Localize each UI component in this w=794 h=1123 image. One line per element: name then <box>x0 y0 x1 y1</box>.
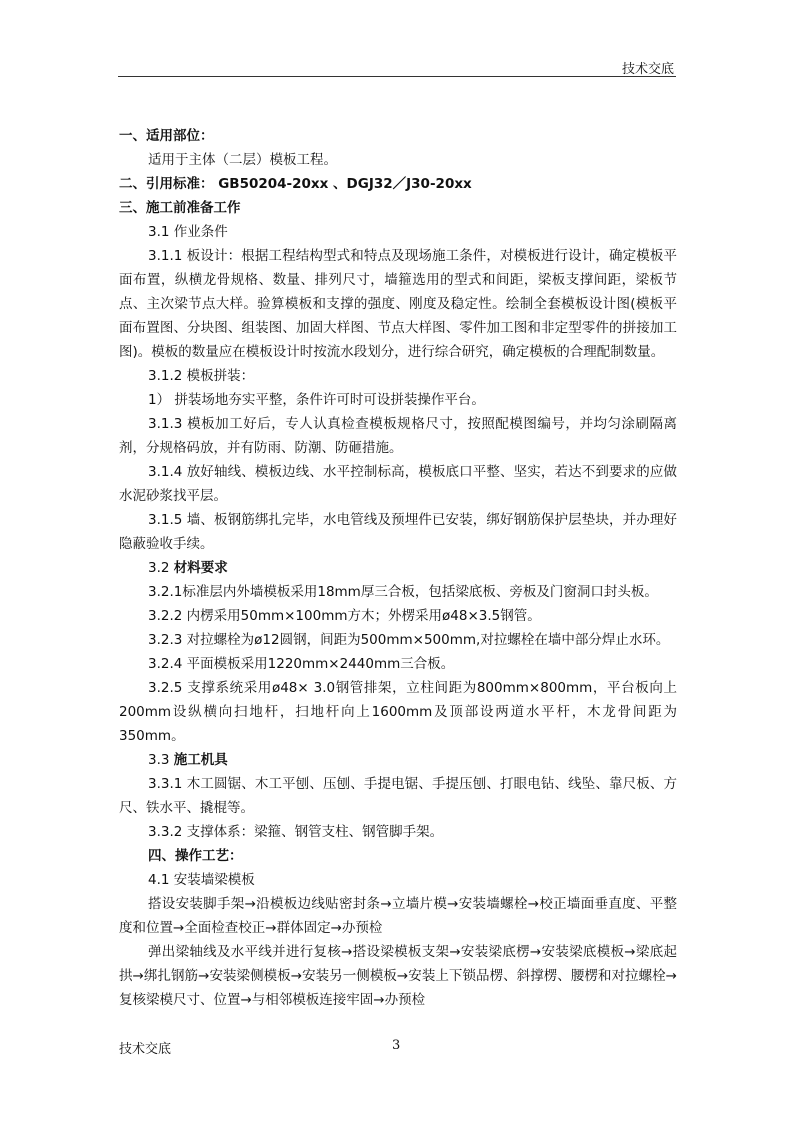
paragraph: 3.1.1 板设计：根据工程结构型式和特点及现场施工条件，对模板进行设计，确定模板平面布置，纵横龙骨规格、数量、排列尺寸，墙箍选用的型式和间距，梁板支撑间距，梁板节点、主次梁节点大样。验算模板和支撑的强度、刚度及稳定性。绘制全套模板设计图(模板平面布置图、分块图、组装图、加固大样图、节点大样图、零件加工图和非定型零件的拼接加工图)。模板的数量应在模板设计时按流水段划分，进行综合研究，确定模板的合理配制数量。 <box>119 248 677 360</box>
subsection-number: 3.2 <box>148 560 174 576</box>
header-divider <box>118 76 676 77</box>
subsection-heading <box>119 748 677 772</box>
header-title: 技术交底 <box>621 62 674 77</box>
paragraph: 3.1.3 模板加工好后，专人认真检查模板规格尺寸，按照配模图编号，并均匀涂刷隔离剂，分规格码放，并有防雨、防潮、防砸措施。 <box>119 416 677 456</box>
paragraph: 3.2.1标准层内外墙模板采用18mm厚三合板，包括梁底板、旁板及门窗洞口封头板。 <box>148 584 658 600</box>
subsection-heading: 4.1 安装墙梁模板 <box>148 872 255 888</box>
subsection-title: 施工机具 <box>173 752 228 768</box>
paragraph: 3.2.2 内楞采用50mm×100mm方木；外楞采用ø48×3.5钢管。 <box>148 608 541 624</box>
section-heading-1: 一、适用部位： <box>119 128 214 144</box>
paragraph: 适用于主体（二层）模板工程。 <box>148 152 337 168</box>
footer-title: 技术交底 <box>119 1042 172 1057</box>
subsection-title: 材料要求 <box>173 560 228 576</box>
subsection-number: 3.3 <box>148 752 174 768</box>
section-heading-3: 三、施工前准备工作 <box>119 200 241 216</box>
paragraph: 1） 拼装场地夯实平整，条件许可时可设拼装操作平台。 <box>148 392 485 408</box>
paragraph: 3.1.2 模板拼装： <box>148 368 255 384</box>
paragraph: 搭设安装脚手架→沿模板边线贴密封条→立墙片模→安装墙螺栓→校正墙面垂直度、平整度和位置→全面检查校正→群体固定→办预检 <box>119 896 677 936</box>
section-heading-2: 二、引用标准： GB50204-20xx 、DGJ32／J30-20xx <box>119 176 472 192</box>
paragraph: 3.2.5 支撑系统采用ø48× 3.0钢管排架，立柱间距为800mm×800mm，平台板向上200mm设纵横向扫地杆，扫地杆向上1600mm及顶部设两道水平杆，木龙骨间距为350mm。 <box>119 680 677 744</box>
subsection-heading: 3.1 作业条件 <box>148 224 228 240</box>
paragraph: 3.1.4 放好轴线、模板边线、水平控制标高，模板底口平整、坚实，若达不到要求的应做水泥砂浆找平层。 <box>119 464 677 504</box>
paragraph: 3.1.5 墙、板钢筋绑扎完毕，水电管线及预埋件已安装，绑好钢筋保护层垫块，并办理好隐蔽验收手续。 <box>119 512 677 552</box>
page-number: 3 <box>392 1038 401 1053</box>
document-body <box>119 124 677 1012</box>
paragraph: 3.2.4 平面模板采用1220mm×2440mm三合板。 <box>148 656 455 672</box>
paragraph: 3.3.2 支撑体系：梁箍、钢管支柱、钢管脚手架。 <box>148 824 444 840</box>
paragraph: 弹出梁轴线及水平线并进行复核→搭设梁模板支架→安装梁底楞→安装梁底模板→梁底起拱→绑扎钢筋→安装梁侧模板→安装另一侧模板→安装上下锁品楞、斜撑楞、腰楞和对拉螺栓→复核梁模尺寸、位置→与相邻模板连接牢固→办预检 <box>119 944 677 1008</box>
section-heading-4: 四、操作工艺： <box>148 848 243 864</box>
paragraph: 3.2.3 对拉螺栓为ø12圆钢，间距为500mm×500mm,对拉螺栓在墙中部分焊止水环。 <box>148 632 670 648</box>
paragraph: 3.3.1 木工圆锯、木工平刨、压刨、手提电锯、手提压刨、打眼电钻、线坠、靠尺板、方尺、铁水平、撬棍等。 <box>119 776 677 816</box>
subsection-heading <box>119 556 677 580</box>
